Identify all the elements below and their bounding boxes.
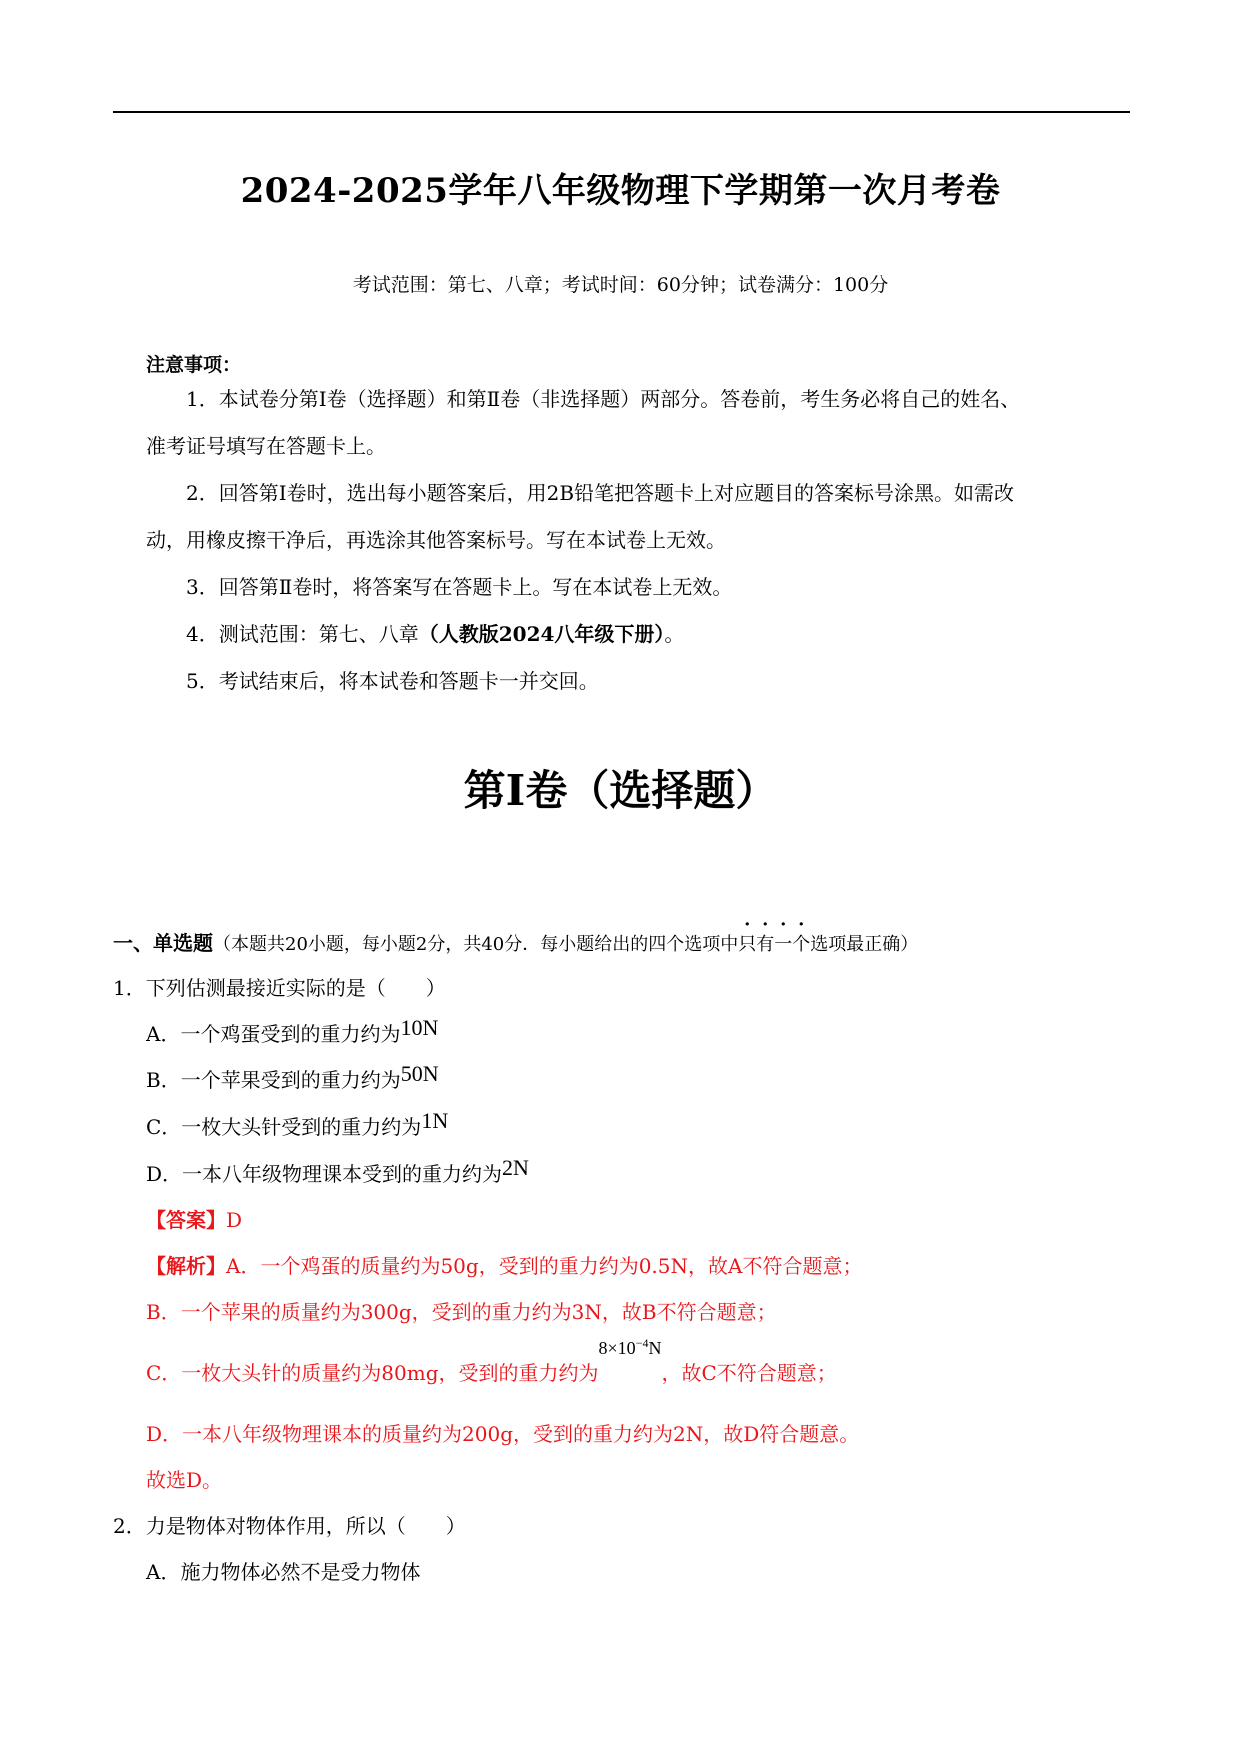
notice-item-3: 3．回答第Ⅱ卷时，将答案写在答题卡上。写在本试卷上无效。 [186, 575, 733, 599]
q1-option-c-value: 1N [421, 1108, 449, 1133]
answer-tag: 【答案】 [146, 1208, 226, 1232]
emphasis-char: 个 [792, 934, 811, 955]
notice-item-5: 5．考试结束后，将本试卷和答题卡一并交回。 [186, 669, 599, 693]
notice-item-2a: 2．回答第Ⅰ卷时，选出每小题答案后，用2B铅笔把答题卡上对应题目的答案标号涂黑。如需改 [186, 481, 1015, 505]
q1-option-a-text: A．一个鸡蛋受到的重力约为 [146, 1022, 401, 1046]
analysis-a-text: A．一个鸡蛋的质量约为50g，受到的重力约为0.5N，故A不符合题意； [226, 1254, 863, 1278]
mc-section-desc: （本题共20小题，每小题2分，共40分．每小题给出的四个选项中 [213, 934, 739, 955]
notice-item-1a: 1．本试卷分第Ⅰ卷（选择题）和第Ⅱ卷（非选择题）两部分。答卷前，考生务必将自己的姓名、 [186, 387, 1021, 411]
sci-unit: N [648, 1338, 662, 1358]
q1-option-d [146, 1155, 529, 1187]
notice-heading: 注意事项： [146, 354, 242, 376]
notice-item-2b: 动，用橡皮擦干净后，再选涂其他答案标号。写在本试卷上无效。 [146, 528, 726, 552]
mc-section-heading [113, 927, 918, 956]
q1-stem: 1．下列估测最接近实际的是（ ） [113, 976, 446, 1000]
notice-item-1b: 准考证号填写在答题卡上。 [146, 434, 386, 458]
answer-value: D [226, 1208, 243, 1232]
q1-analysis-b: B．一个苹果的质量约为300g，受到的重力约为3N，故B不符合题意； [146, 1300, 777, 1324]
q2-stem: 2．力是物体对物体作用，所以（ ） [113, 1514, 466, 1538]
exam-info: 考试范围：第七、八章；考试时间：60分钟；试卷满分：100分 [352, 274, 889, 296]
top-rule [113, 111, 1130, 113]
q1-option-b [146, 1061, 439, 1093]
analysis-c-end: ，故C不符合题意； [661, 1361, 837, 1385]
notice-item-4-textbook: （人教版2024八年级下册） [418, 622, 665, 646]
sci-exponent: −4 [635, 1336, 649, 1350]
q1-analysis-a [146, 1250, 862, 1279]
q1-option-d-value: 2N [502, 1155, 529, 1180]
mc-section-label: 一、单选题 [113, 931, 213, 955]
emphasis-char: 只 [738, 934, 757, 955]
q1-conclusion: 故选D。 [146, 1468, 223, 1492]
notice-item-4-text: 4．测试范围：第七、八章 [186, 622, 419, 646]
notice-item-4 [146, 611, 1136, 658]
emphasis-char: 有 [756, 934, 775, 955]
notice-list [146, 376, 1136, 705]
analysis-tag: 【解析】 [146, 1254, 226, 1278]
sci-notation [599, 1338, 662, 1358]
q1-option-c [146, 1108, 449, 1140]
notice-item-4-end: 。 [664, 622, 685, 646]
sci-base: 8×10 [598, 1338, 636, 1358]
q1-option-c-text: C．一枚大头针受到的重力约为 [146, 1115, 422, 1139]
q1-option-d-text: D．一本八年级物理课本受到的重力约为 [146, 1162, 503, 1186]
q1-option-a [146, 1015, 439, 1047]
q2-option-a: A．施力物体必然不是受力物体 [146, 1560, 421, 1584]
emphasis-char: 一 [774, 934, 793, 955]
exam-title: 2024-2025学年八年级物理下学期第一次月考卷 [240, 171, 1001, 211]
mc-section-desc-end: 选项最正确） [810, 934, 919, 955]
q1-option-b-value: 50N [400, 1061, 439, 1086]
section-title: 第Ⅰ卷（选择题） [463, 766, 778, 815]
q1-option-b-text: B．一个苹果受到的重力约为 [146, 1068, 401, 1092]
q1-option-a-value: 10N [400, 1015, 439, 1040]
q1-answer [146, 1204, 242, 1233]
q1-analysis-d: D．一本八年级物理课本的质量约为200g，受到的重力约为2N，故D符合题意。 [146, 1422, 860, 1446]
analysis-c-text: C．一枚大头针的质量约为80mg，受到的重力约为 [146, 1361, 599, 1385]
